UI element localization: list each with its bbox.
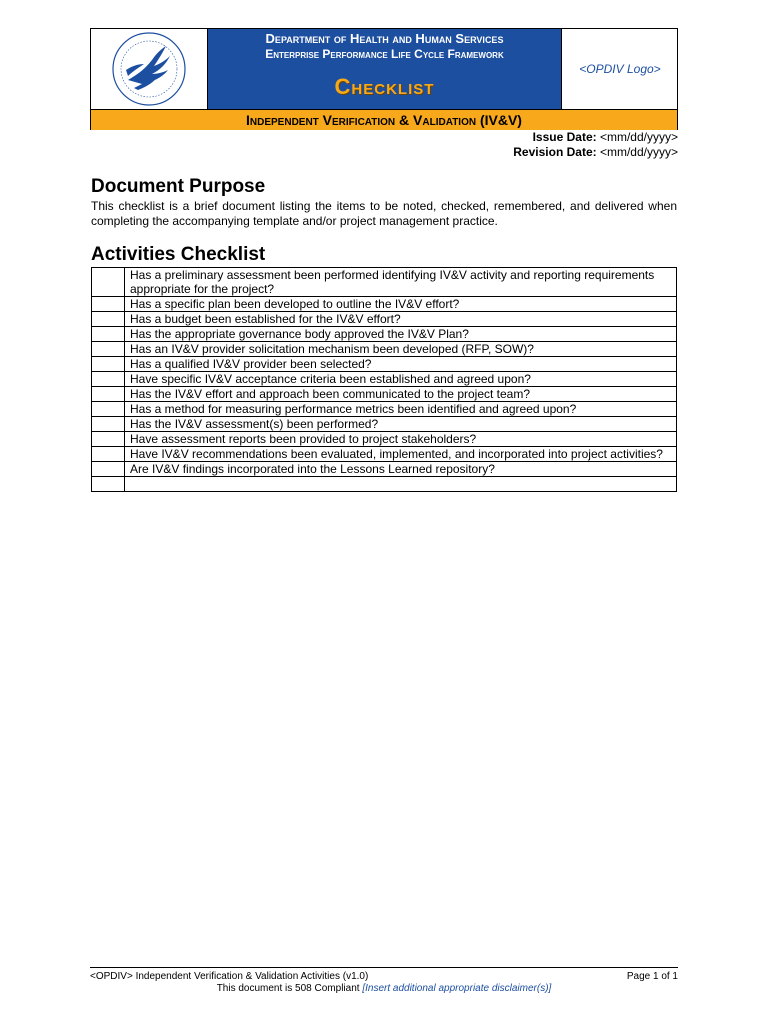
purpose-heading: Document Purpose	[91, 176, 266, 197]
check-box[interactable]	[92, 372, 125, 387]
checklist-item: Has the appropriate governance body approved the IV&V Plan?	[125, 327, 677, 342]
check-box[interactable]	[92, 447, 125, 462]
checklist-item: Have IV&V recommendations been evaluated, implemented, and incorporated into project activities?	[125, 447, 677, 462]
check-box[interactable]	[92, 357, 125, 372]
check-box[interactable]	[92, 432, 125, 447]
header-title-block	[208, 29, 561, 109]
issue-date-label: Issue Date:	[532, 130, 597, 144]
purpose-text: This checklist is a brief document listing the items to be noted, checked, remembered, and delivered when completing the accompanying template and/or project management practice.	[91, 199, 677, 228]
document-header	[90, 28, 678, 130]
table-row	[92, 402, 677, 417]
table-row	[92, 357, 677, 372]
table-row	[92, 372, 677, 387]
revision-date-value: <mm/dd/yyyy>	[599, 145, 678, 159]
compliance-text: This document is 508 Compliant	[216, 983, 360, 994]
check-box[interactable]	[92, 268, 125, 297]
table-row	[92, 268, 677, 297]
footer-divider	[90, 967, 678, 968]
hhs-logo	[91, 29, 208, 109]
check-box[interactable]	[92, 477, 125, 492]
issue-date-value: <mm/dd/yyyy>	[599, 130, 678, 144]
document-dates	[513, 130, 678, 160]
check-box[interactable]	[92, 342, 125, 357]
table-row	[92, 417, 677, 432]
issue-date	[513, 130, 678, 145]
table-row	[92, 447, 677, 462]
checklist-item: Has a qualified IV&V provider been selected?	[125, 357, 677, 372]
disclaimer-placeholder: [Insert additional appropriate disclaimer(s)]	[362, 983, 552, 994]
table-row	[92, 462, 677, 477]
document-subtitle: Independent Verification & Validation (IV&V)	[91, 109, 677, 130]
checklist-item: Has a budget been established for the IV&V effort?	[125, 312, 677, 327]
checklist-item	[125, 477, 677, 492]
checklist-item: Has the IV&V assessment(s) been performed?	[125, 417, 677, 432]
checklist-item: Have assessment reports been provided to project stakeholders?	[125, 432, 677, 447]
footer-compliance	[0, 983, 768, 994]
doc-type-title: Checklist	[334, 74, 435, 99]
check-box[interactable]	[92, 462, 125, 477]
checklist-item: Has a preliminary assessment been performed identifying IV&V activity and reporting requirements appropriate for the project?	[125, 268, 677, 297]
checklist-item: Have specific IV&V acceptance criteria been established and agreed upon?	[125, 372, 677, 387]
table-row	[92, 327, 677, 342]
activities-heading: Activities Checklist	[91, 244, 266, 265]
check-box[interactable]	[92, 297, 125, 312]
activities-checklist-table	[91, 267, 677, 492]
checklist-item: Has a method for measuring performance metrics been identified and agreed upon?	[125, 402, 677, 417]
checklist-item: Are IV&V findings incorporated into the Lessons Learned repository?	[125, 462, 677, 477]
check-box[interactable]	[92, 312, 125, 327]
checklist-item: Has a specific plan been developed to outline the IV&V effort?	[125, 297, 677, 312]
table-row	[92, 342, 677, 357]
table-row	[92, 477, 677, 492]
framework-name: Enterprise Performance Life Cycle Framework	[265, 47, 504, 61]
opdiv-logo-placeholder: <OPDIV Logo>	[561, 29, 678, 109]
table-row	[92, 387, 677, 402]
checklist-item: Has the IV&V effort and approach been communicated to the project team?	[125, 387, 677, 402]
check-box[interactable]	[92, 327, 125, 342]
check-box[interactable]	[92, 402, 125, 417]
table-row	[92, 312, 677, 327]
revision-date	[513, 145, 678, 160]
check-box[interactable]	[92, 417, 125, 432]
check-box[interactable]	[92, 387, 125, 402]
footer-document-name: <OPDIV> Independent Verification & Validation Activities (v1.0)	[90, 971, 369, 982]
checklist-item: Has an IV&V provider solicitation mechanism been developed (RFP, SOW)?	[125, 342, 677, 357]
table-row	[92, 297, 677, 312]
footer-page-number: Page 1 of 1	[626, 971, 678, 982]
table-row	[92, 432, 677, 447]
department-name: Department of Health and Human Services	[265, 31, 504, 46]
revision-date-label: Revision Date:	[513, 145, 597, 159]
hhs-eagle-seal-icon	[108, 30, 190, 108]
